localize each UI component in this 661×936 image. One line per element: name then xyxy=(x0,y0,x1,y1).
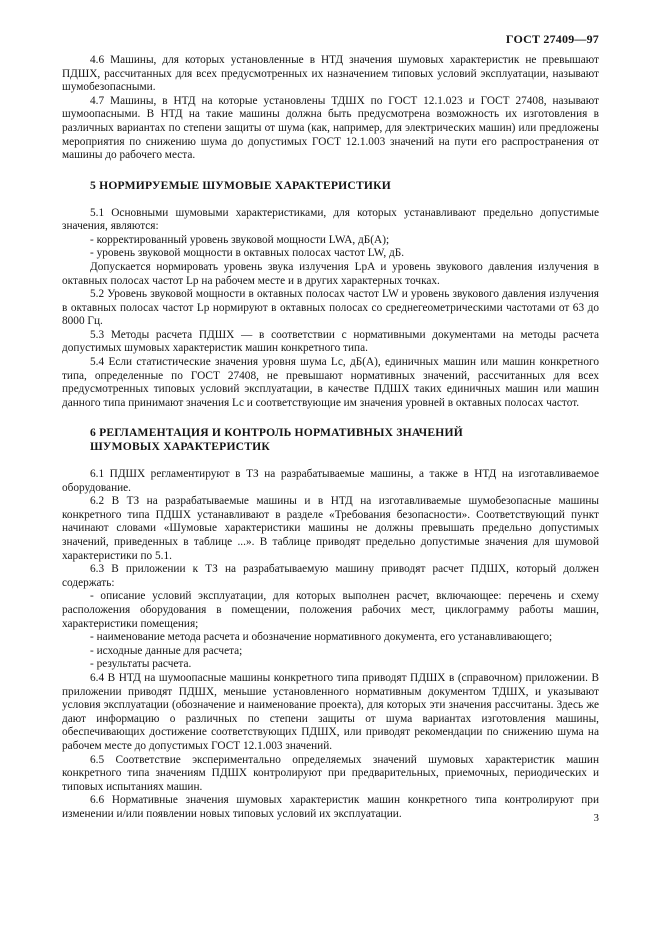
page-body xyxy=(62,54,599,821)
list-item-6-3-d: - результаты расчета. xyxy=(90,658,192,671)
paragraph-6-2: 6.2 В ТЗ на разрабатываемые машины и в НТД на изготавливаемые шумобезопасные машины конкретного типа ПДШХ устанавливают в разделе «Требования безопасности». Соответствующий пункт начинают словами «Шумовые характеристики машины не должны превышать предельно допустимых значений, приведенных в таблице ...». В таблице приводят предельно допустимые значения для шумовой характеристики по 5.1. xyxy=(62,495,599,562)
paragraph-5-1-note: Допускается нормировать уровень звука излучения LpA и уровень звукового давления излучения в октавных полосах частот Lp на рабочем месте и в других характерных точках. xyxy=(62,260,599,287)
standard-header: ГОСТ 27409—97 xyxy=(505,32,599,46)
paragraph-5-3: 5.3 Методы расчета ПДШХ — в соответствии с нормативными документами на методы расчета допустимых шумовых характеристик машин конкретного типа. xyxy=(62,328,599,355)
section-5-heading: 5 НОРМИРУЕМЫЕ ШУМОВЫЕ ХАРАКТЕРИСТИКИ xyxy=(90,178,391,192)
paragraph-6-4: 6.4 В НТД на шумоопасные машины конкретного типа приводят ПДШХ в (справочном) приложении. В приложении приводят ПДШХ, меньшие установленного нормативным документом ТДШХ, и указывают условия эксплуатации (обозначение и наименование проекта), для которых эти значения рассчитаны. Здесь же дают информацию о различных по степени защиты от шума вариантах изготовления машины, обеспечивающих достижение соответствующих ПДШХ, или приводят рекомендации по снижению шума на рабочем месте до допустимых ГОСТ 12.1.003 значений. xyxy=(62,671,599,752)
list-item-5-1-a: - корректированный уровень звуковой мощности LWA, дБ(А); xyxy=(90,233,390,246)
section-6-heading-line-1: 6 РЕГЛАМЕНТАЦИЯ И КОНТРОЛЬ НОРМАТИВНЫХ ЗНАЧЕНИЙ xyxy=(90,426,463,440)
list-item-6-3-b: - наименование метода расчета и обозначение нормативного документа, его устанавливающего; xyxy=(90,631,553,644)
paragraph-6-6: 6.6 Нормативные значения шумовых характеристик машин конкретного типа контролируют при изменении и/или появлении новых типовых условий их эксплуатации. xyxy=(62,794,599,820)
paragraph-4-7: 4.7 Машины, в НТД на которые установлены ТДШХ по ГОСТ 12.1.023 и ГОСТ 27408, называют шумоопасными. В НТД на такие машины должна быть предусмотрена возможность их изготовления в различных вариантах по степени защиты от шума (как, например, для электрических машин) или предложены мероприятия по снижению шума до допустимых ГОСТ 12.1.003 значений на пути его распространения от машины до рабочего места. xyxy=(62,94,599,162)
paragraph-4-6: 4.6 Машины, для которых установленные в НТД значения шумовых характеристик не превышают ПДШХ, рассчитанных для всех предусмотренных их назначением типовых условий эксплуатации, называют шумобезопасными. xyxy=(62,54,599,94)
paragraph-6-5: 6.5 Соответствие экспериментально определяемых значений шумовых характеристик машин конкретного типа значениям ПДШХ контролируют при предварительных, приемочных, периодических и типовых испытаниях машин. xyxy=(62,753,599,793)
section-6-heading-line-2: ШУМОВЫХ ХАРАКТЕРИСТИК xyxy=(90,440,271,454)
list-item-6-3-a: - описание условий эксплуатации, для которых выполнен расчет, включающее: перечень и схему расположения оборудования в помещении, положения рабочих мест, циклограмму работы машин, характеристики помещения; xyxy=(62,590,599,630)
paragraph-5-2: 5.2 Уровень звуковой мощности в октавных полосах частот LW и уровень звукового давления излучения в октавных полосах частот Lp нормируют в октавных полосах со среднегеометрическими частотами от 63 до 8000 Гц. xyxy=(62,288,599,328)
list-item-5-1-b: - уровень звуковой мощности в октавных полосах частот LW, дБ. xyxy=(90,247,405,260)
page-number: 3 xyxy=(593,812,599,824)
paragraph-5-1: 5.1 Основными шумовыми характеристиками, для которых устанавливают предельно допустимые значения, являются: xyxy=(62,206,599,233)
paragraph-6-3: 6.3 В приложении к ТЗ на разрабатываемую машину приводят расчет ПДШХ, который должен содержать: xyxy=(62,563,599,589)
paragraph-5-4: 5.4 Если статистические значения уровня шума Lc, дБ(А), единичных машин или машин конкретного типа, определенные по ГОСТ 27408, не превышают нормативных значений, рассчитанных для всех предусмотренных типовых условий эксплуатации, в качестве ПДШХ таких единичных машин или машин данного типа принимают значения Lc и соответствующие им значения уровней в октавных полосах частот. xyxy=(62,356,599,409)
paragraph-6-1: 6.1 ПДШХ регламентируют в ТЗ на разрабатываемые машины, а также в НТД на изготавливаемое оборудование. xyxy=(62,468,599,494)
list-item-6-3-c: - исходные данные для расчета; xyxy=(90,644,243,657)
